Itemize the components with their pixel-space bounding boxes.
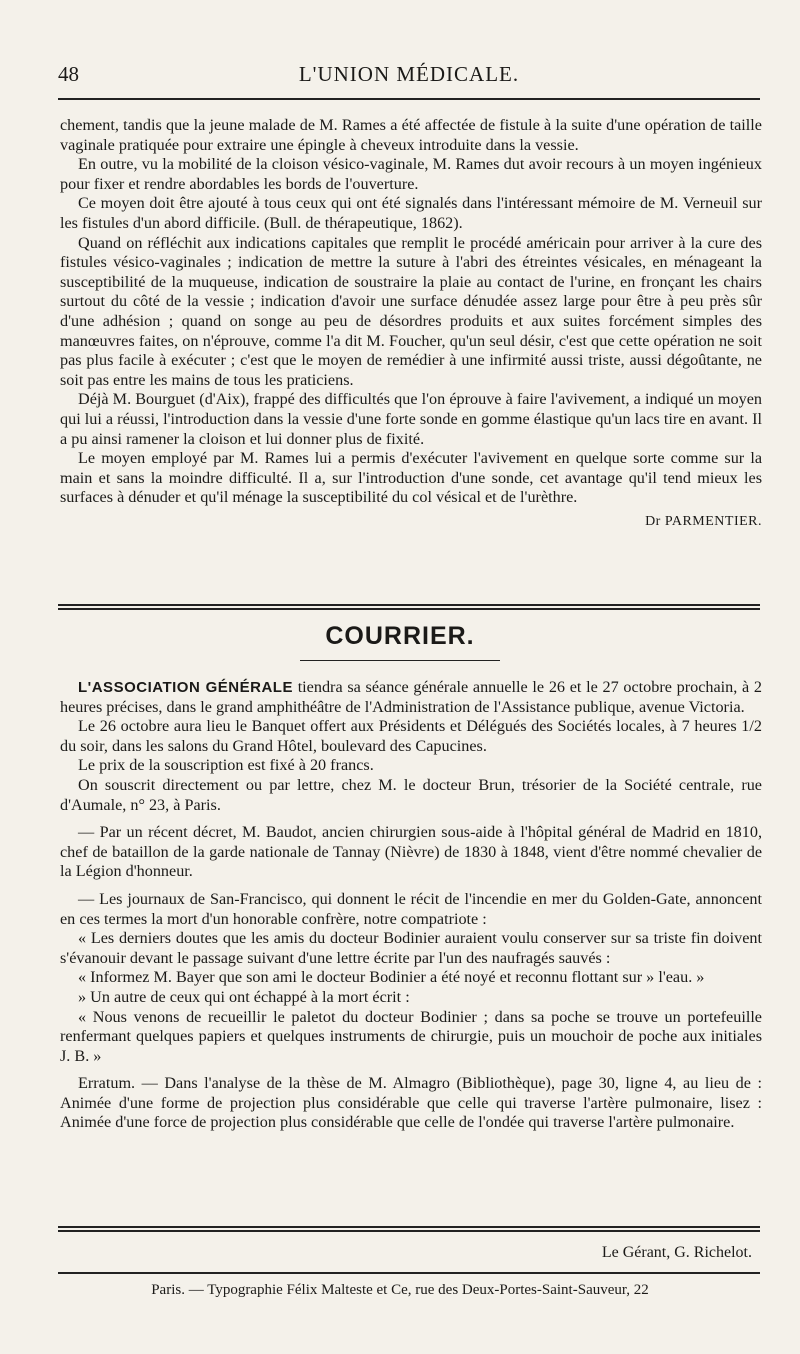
- header-rule: [58, 98, 760, 100]
- article-paragraph: chement, tandis que la jeune malade de M. Rames a été affectée de fistule à la suite d'une opération de taille vaginale pratiquée pour extraire une épingle à cheveux introduite dans la vessie.: [60, 116, 762, 154]
- courrier-paragraph: [60, 678, 762, 717]
- journal-title: L'UNION MÉDICALE.: [298, 62, 520, 86]
- imprint-rule: [58, 1272, 760, 1274]
- article-paragraph: Ce moyen doit être ajouté à tous ceux qui ont été signalés dans l'intéressant mémoire de M. Verneuil sur les fistules d'un abord difficile. (Bull. de thérapeutique, 1862).: [60, 194, 762, 232]
- courrier-paragraph: — Les journaux de San-Francisco, qui donnent le récit de l'incendie en mer du Golden-Gate, annoncent en ces termes la mort d'un honorable confrère, notre compatriote :: [60, 889, 762, 928]
- page-number: 48: [58, 62, 79, 86]
- courrier-body: [60, 678, 762, 1133]
- article-body: [60, 116, 762, 531]
- erratum-paragraph: Erratum. — Dans l'analyse de la thèse de M. Almagro (Bibliothèque), page 30, ligne 4, au lieu de : Animée d'une forme de projection plus considérable que celle qui traverse l'artère pulmonaire, lisez : Animée d'une force de projection plus considérable que celle de l'ondée qui traverse l'artère pulmonaire.: [60, 1074, 762, 1132]
- page-header: [58, 62, 760, 92]
- article-signature: Dr PARMENTIER.: [645, 513, 762, 529]
- courrier-paragraph: « Nous venons de recueillir le paletot du docteur Bodinier ; dans sa poche se trouve un portefeuille renfermant quelques papiers et quelques instruments de chirurgie, puis un mouchoir de poche aux initiales J. B. »: [60, 1007, 762, 1065]
- printer-imprint: Paris. — Typographie Félix Malteste et Ce, rue des Deux-Portes-Saint-Sauveur, 22: [151, 1282, 649, 1298]
- courrier-text: tiendra sa séance générale annuelle le 26 et le 27 octobre prochain, à 2 heures précises, dans le grand amphithéâtre de l'Administration de l'Assistance publique, avenue Victoria.: [60, 678, 763, 716]
- article-paragraph: En outre, vu la mobilité de la cloison vésico-vaginale, M. Rames dut avoir recours à un moyen ingénieux pour fixer et rendre abordables les bords de l'ouverture.: [60, 155, 762, 193]
- courrier-paragraph: » Un autre de ceux qui ont échappé à la mort écrit :: [78, 987, 410, 1006]
- section-rule-bottom: [58, 608, 760, 610]
- article-paragraph: Quand on réfléchit aux indications capitales que remplit le procédé américain pour arriver à la cure des fistules vésico-vaginales ; indication de mettre la suture à l'abri des étreintes vésicales, en ménageant la susceptibilité de la muqueuse, indication de soustraire la plaie au contact de l'urine, en fronçant les chairs surtout du côté de la vessie ; indication d'avoir une surface dénudée assez large pour être à peu près sûr d'une adhésion ; quand on songe au peu de désordres produits et aux suites forcément simples des manœuvres faites, on n'éprouve, comme l'a dit M. Foucher, qu'un seul désir, c'est que cette opération ne soit pas plus facile à exécuter ; c'est que le moyen de remédier à une infirmité aussi triste, aussi dégoûtante, ne soit pas entre les mains de tous les praticiens.: [60, 233, 762, 389]
- courrier-heading: COURRIER.: [325, 622, 475, 650]
- courrier-paragraph: Le 26 octobre aura lieu le Banquet offert aux Présidents et Délégués des Sociétés locales, à 7 heures 1/2 du soir, dans les salons du Grand Hôtel, boulevard des Capucines.: [60, 717, 762, 755]
- courrier-paragraph: Le prix de la souscription est fixé à 20 francs.: [78, 756, 374, 775]
- courrier-paragraph: On souscrit directement ou par lettre, chez M. le docteur Brun, trésorier de la Société centrale, rue d'Aumale, n° 23, à Paris.: [60, 775, 762, 814]
- footer-rule-top: [58, 1226, 760, 1228]
- association-lead: L'ASSOCIATION GÉNÉRALE: [78, 679, 293, 696]
- section-rule-top: [58, 604, 760, 606]
- courrier-paragraph: « Informez M. Bayer que son ami le docteur Bodinier a été noyé et reconnu flottant sur » l'eau. »: [78, 968, 705, 987]
- courrier-paragraph: — Par un récent décret, M. Baudot, ancien chirurgien sous-aide à l'hôpital général de Madrid en 1810, chef de bataillon de la garde nationale de Tannay (Nièvre) de 1830 à 1848, vient d'être nommé chevalier de la Légion d'honneur.: [60, 823, 762, 881]
- gerant-signature: Le Gérant, G. Richelot.: [601, 1244, 752, 1261]
- footer-rule-bottom: [58, 1230, 760, 1232]
- heading-underline: [300, 660, 500, 661]
- courrier-paragraph: « Les derniers doutes que les amis du docteur Bodinier auraient voulu conserver sur sa triste fin doivent s'évanouir devant le passage suivant d'une lettre écrite par l'un des naufragés sauvés :: [60, 929, 762, 967]
- article-paragraph: Déjà M. Bourguet (d'Aix), frappé des difficultés que l'on éprouve à faire l'avivement, a indiqué un moyen qui lui a réussi, l'introduction dans la vessie d'une forte sonde en gomme élastique qu'un lacs tire en avant. Il a pu ainsi ramener la cloison et lui donner plus de fixité.: [60, 390, 762, 448]
- article-paragraph: Le moyen employé par M. Rames lui a permis d'exécuter l'avivement en quelque sorte comme sur la main et sans la moindre difficulté. Il a, sur l'introduction d'une sonde, cet avantage qu'il tend mieux les surfaces à dénuder et qu'il ménage la susceptibilité du col vésical et de l'urèthre.: [60, 449, 762, 507]
